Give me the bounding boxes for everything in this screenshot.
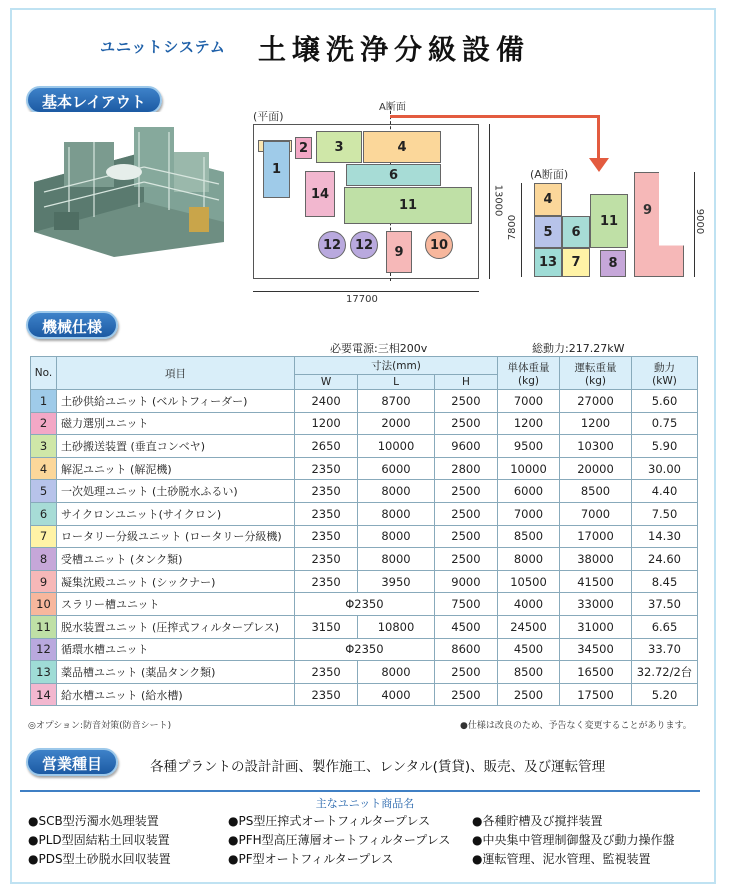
- row-name: 循環水槽ユニット: [57, 638, 295, 661]
- product-item: ●PDS型土砂脱水回収装置: [28, 852, 171, 866]
- section-block-8: 8: [600, 250, 626, 277]
- cut-arrow-h: [390, 115, 600, 118]
- table-row: [31, 435, 698, 458]
- row-power: 5.90: [632, 435, 698, 458]
- row-number: 11: [31, 615, 57, 638]
- plan-block-1: 1: [263, 141, 290, 198]
- row-unit-weight: 24500: [498, 615, 560, 638]
- row-name: 磁力選別ユニット: [57, 412, 295, 435]
- row-op-weight: 10300: [560, 435, 632, 458]
- product-item: ●SCB型汚濁水処理装置: [28, 814, 159, 828]
- row-l: 2000: [358, 412, 435, 435]
- row-number: 12: [31, 638, 57, 661]
- spec-table: [30, 356, 698, 706]
- section-a-label: A断面: [379, 102, 406, 113]
- table-row: [31, 457, 698, 480]
- row-name: 凝集沈殿ユニット (シックナー): [57, 570, 295, 593]
- row-number: 13: [31, 661, 57, 684]
- row-diameter: Φ2350: [295, 593, 435, 616]
- header-subtitle: ユニットシステム: [100, 38, 226, 56]
- row-name: 土砂搬送装置 (垂直コンベヤ): [57, 435, 295, 458]
- product-item: ●中央集中管理制御盤及び動力操作盤: [472, 833, 675, 847]
- section-block-13: 13: [534, 248, 562, 277]
- page-title: 土壌洗浄分級設備: [258, 33, 531, 66]
- plan-block-4: 4: [363, 131, 441, 163]
- section-block-7: 7: [562, 248, 590, 277]
- row-l: 10000: [358, 435, 435, 458]
- row-op-weight: 7000: [560, 502, 632, 525]
- plan-block-12a: 12: [318, 231, 346, 259]
- row-w: 2350: [295, 548, 358, 571]
- table-row: [31, 593, 698, 616]
- row-op-weight: 8500: [560, 480, 632, 503]
- row-w: 2400: [295, 390, 358, 413]
- row-h: 2500: [434, 412, 497, 435]
- section-block-5: 5: [534, 216, 562, 248]
- section-block-4: 4: [534, 183, 562, 216]
- row-power: 0.75: [632, 412, 698, 435]
- table-row: [31, 683, 698, 706]
- table-row: [31, 412, 698, 435]
- row-name: スラリー槽ユニット: [57, 593, 295, 616]
- arrow-head-icon: [589, 158, 609, 172]
- row-unit-weight: 10500: [498, 570, 560, 593]
- row-power: 7.50: [632, 502, 698, 525]
- row-l: 10800: [358, 615, 435, 638]
- plan-block-11: 11: [344, 187, 472, 224]
- row-h: 9600: [434, 435, 497, 458]
- row-h: 2500: [434, 548, 497, 571]
- row-name: 受槽ユニット (タンク類): [57, 548, 295, 571]
- dim-line-sec-height: [521, 183, 522, 277]
- row-w: 2350: [295, 502, 358, 525]
- plan-block-2: 2: [295, 137, 312, 159]
- row-l: 8000: [358, 548, 435, 571]
- row-op-weight: 17500: [560, 683, 632, 706]
- row-w: 3150: [295, 615, 358, 638]
- row-unit-weight: 10000: [498, 457, 560, 480]
- section-badge-spec: 機械仕様: [26, 311, 118, 339]
- product-item: ●各種貯槽及び撹拌装置: [472, 814, 603, 828]
- row-l: 8700: [358, 390, 435, 413]
- dim-sec-height-label: 7800: [507, 214, 519, 241]
- row-l: 8000: [358, 480, 435, 503]
- row-h: 2500: [434, 390, 497, 413]
- row-op-weight: 38000: [560, 548, 632, 571]
- plan-label: (平面): [253, 110, 284, 123]
- row-name: 薬品槽ユニット (薬品タンク類): [57, 661, 295, 684]
- product-item: ●PFH型高圧薄層オートフィルタープレス: [228, 833, 451, 847]
- plan-block-10: 10: [425, 231, 453, 259]
- col-l: L: [358, 375, 435, 390]
- row-number: 1: [31, 390, 57, 413]
- row-op-weight: 33000: [560, 593, 632, 616]
- plan-block-6: 6: [346, 164, 441, 186]
- change-note: ●仕様は改良のため、予告なく変更することがあります。: [460, 721, 692, 731]
- plan-block-9: 9: [386, 231, 412, 273]
- products-divider: [20, 790, 700, 792]
- row-unit-weight: 9500: [498, 435, 560, 458]
- a-section-label: (A断面): [530, 168, 569, 181]
- row-h: 2500: [434, 683, 497, 706]
- table-row: [31, 480, 698, 503]
- products-title: 主なユニット商品名: [315, 797, 415, 810]
- total-power: 総動力:217.27kW: [532, 342, 625, 355]
- row-unit-weight: 1200: [498, 412, 560, 435]
- row-power: 37.50: [632, 593, 698, 616]
- row-number: 4: [31, 457, 57, 480]
- section-badge-business: 営業種目: [26, 748, 118, 776]
- section-block-11: 11: [590, 194, 628, 248]
- row-number: 5: [31, 480, 57, 503]
- row-w: 2350: [295, 457, 358, 480]
- row-power: 5.20: [632, 683, 698, 706]
- table-row: [31, 502, 698, 525]
- row-number: 2: [31, 412, 57, 435]
- row-w: 2350: [295, 683, 358, 706]
- row-op-weight: 34500: [560, 638, 632, 661]
- row-l: 6000: [358, 457, 435, 480]
- row-op-weight: 27000: [560, 390, 632, 413]
- row-name: サイクロンユニット(サイクロン): [57, 502, 295, 525]
- row-op-weight: 31000: [560, 615, 632, 638]
- table-row: [31, 570, 698, 593]
- row-name: 給水槽ユニット (給水槽): [57, 683, 295, 706]
- row-power: 8.45: [632, 570, 698, 593]
- col-unit-weight: 単体重量 (kg): [498, 357, 560, 390]
- row-op-weight: 41500: [560, 570, 632, 593]
- row-op-weight: 16500: [560, 661, 632, 684]
- product-item: ●PS型圧搾式オートフィルタープレス: [228, 814, 431, 828]
- row-power: 30.00: [632, 457, 698, 480]
- row-name: 脱水装置ユニット (圧搾式フィルタープレス): [57, 615, 295, 638]
- row-w: 2350: [295, 661, 358, 684]
- cut-arrow-v: [597, 115, 600, 160]
- row-power: 14.30: [632, 525, 698, 548]
- row-h: 2500: [434, 502, 497, 525]
- dim-sec-total-label: 9000: [694, 208, 706, 235]
- row-w: 2350: [295, 525, 358, 548]
- row-power: 32.72/2台: [632, 661, 698, 684]
- plan-block-3: 3: [316, 131, 362, 163]
- plan-block-12b: 12: [350, 231, 378, 259]
- table-row: [31, 638, 698, 661]
- row-name: 土砂供給ユニット (ベルトフィーダー): [57, 390, 295, 413]
- product-item: ●PLD型固結粘土回収装置: [28, 833, 170, 847]
- row-h: 9000: [434, 570, 497, 593]
- row-power: 4.40: [632, 480, 698, 503]
- plan-block-14: 14: [305, 171, 335, 217]
- table-row: [31, 525, 698, 548]
- dim-width-label: 17700: [346, 294, 378, 305]
- option-note: ◎オプション:防音対策(防音シート): [28, 721, 172, 731]
- row-l: 8000: [358, 525, 435, 548]
- row-number: 9: [31, 570, 57, 593]
- table-row: [31, 548, 698, 571]
- col-no: No.: [31, 357, 57, 390]
- col-op-weight: 運転重量 (kg): [560, 357, 632, 390]
- business-text: 各種プラントの設計計画、製作施工、レンタル(賃貸)、販売、及び運転管理: [150, 759, 606, 775]
- row-number: 7: [31, 525, 57, 548]
- section-block-6: 6: [562, 216, 590, 248]
- row-h: 2500: [434, 480, 497, 503]
- col-h: H: [434, 375, 497, 390]
- table-row: [31, 615, 698, 638]
- product-item: ●PF型オートフィルタープレス: [228, 852, 394, 866]
- row-number: 8: [31, 548, 57, 571]
- row-h: 2800: [434, 457, 497, 480]
- row-name: 解泥ユニット (解泥機): [57, 457, 295, 480]
- row-h: 7500: [434, 593, 497, 616]
- row-w: 1200: [295, 412, 358, 435]
- table-row: [31, 661, 698, 684]
- row-unit-weight: 7000: [498, 390, 560, 413]
- power-source: 必要電源:三相200v: [330, 342, 428, 355]
- row-unit-weight: 8500: [498, 525, 560, 548]
- row-power: 24.60: [632, 548, 698, 571]
- row-unit-weight: 8500: [498, 661, 560, 684]
- row-h: 8600: [434, 638, 497, 661]
- row-l: 4000: [358, 683, 435, 706]
- row-w: 2350: [295, 570, 358, 593]
- row-unit-weight: 4000: [498, 593, 560, 616]
- row-w: 2350: [295, 480, 358, 503]
- row-power: 33.70: [632, 638, 698, 661]
- section-block-9-label: 9: [643, 203, 653, 218]
- row-number: 3: [31, 435, 57, 458]
- row-op-weight: 1200: [560, 412, 632, 435]
- col-w: W: [295, 375, 358, 390]
- row-power: 6.65: [632, 615, 698, 638]
- row-op-weight: 20000: [560, 457, 632, 480]
- row-l: 8000: [358, 661, 435, 684]
- row-op-weight: 17000: [560, 525, 632, 548]
- row-name: ロータリー分級ユニット (ロータリー分級機): [57, 525, 295, 548]
- row-number: 6: [31, 502, 57, 525]
- dim-line-width: [253, 291, 479, 292]
- plant-photo: [24, 112, 246, 262]
- row-name: 一次処理ユニット (土砂脱水ふるい): [57, 480, 295, 503]
- row-h: 2500: [434, 525, 497, 548]
- row-unit-weight: 7000: [498, 502, 560, 525]
- row-unit-weight: 2500: [498, 683, 560, 706]
- row-number: 10: [31, 593, 57, 616]
- row-diameter: Φ2350: [295, 638, 435, 661]
- section-badge-layout: 基本レイアウト: [26, 86, 162, 114]
- row-l: 8000: [358, 502, 435, 525]
- row-number: 14: [31, 683, 57, 706]
- col-dims: 寸法(mm): [295, 357, 498, 375]
- row-l: 3950: [358, 570, 435, 593]
- col-power: 動力 (kW): [632, 357, 698, 390]
- product-item: ●運転管理、泥水管理、監視装置: [472, 852, 651, 866]
- row-unit-weight: 4500: [498, 638, 560, 661]
- row-h: 4500: [434, 615, 497, 638]
- row-h: 2500: [434, 661, 497, 684]
- dim-line-height: [489, 124, 490, 279]
- row-w: 2650: [295, 435, 358, 458]
- table-row: [31, 390, 698, 413]
- col-item: 項目: [57, 357, 295, 390]
- dim-height-label: 13000: [492, 184, 504, 217]
- row-unit-weight: 6000: [498, 480, 560, 503]
- row-unit-weight: 8000: [498, 548, 560, 571]
- row-power: 5.60: [632, 390, 698, 413]
